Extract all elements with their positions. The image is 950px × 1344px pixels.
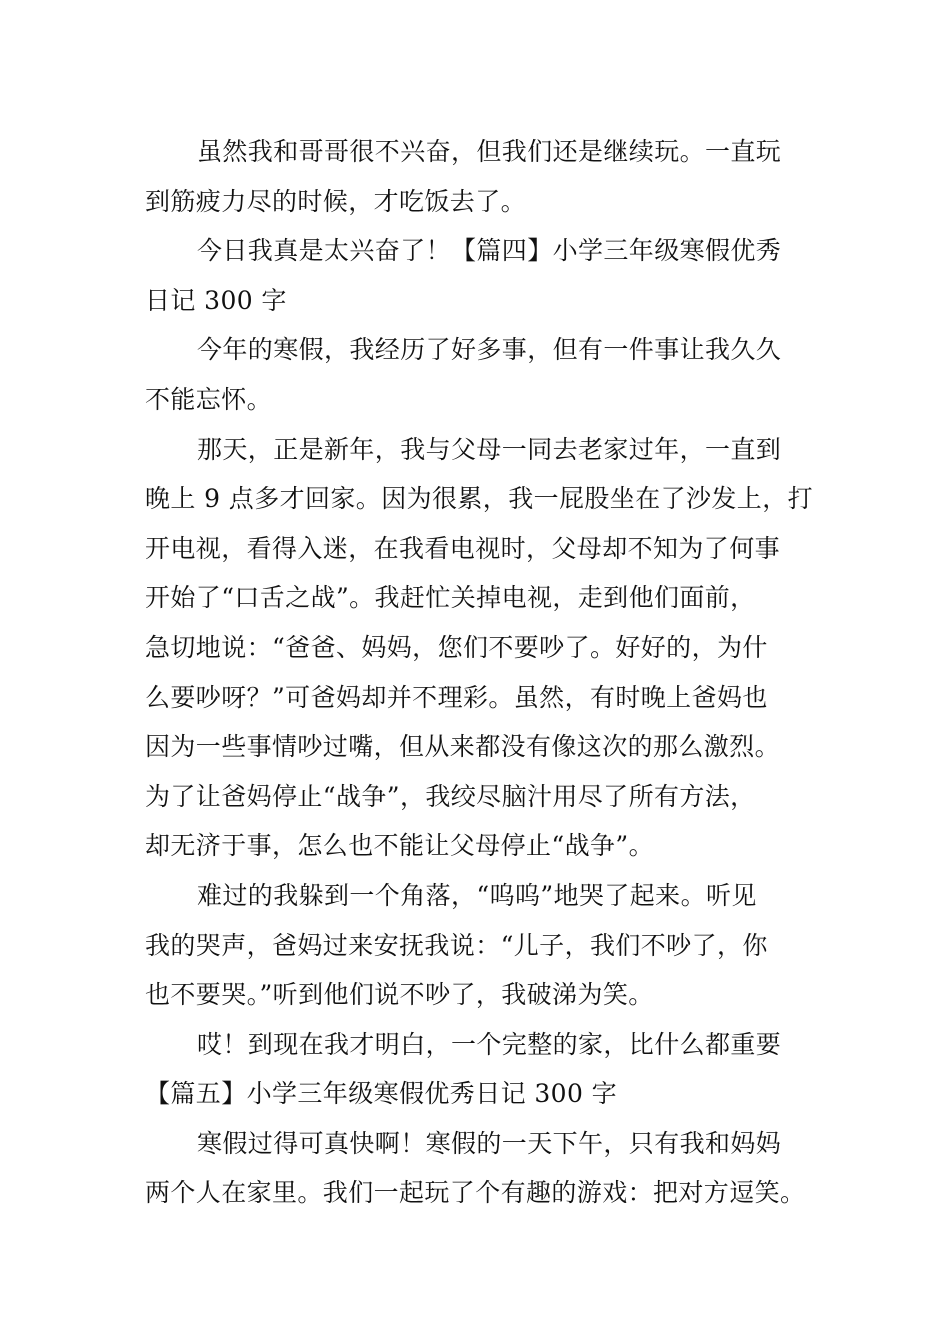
text-line: 也不要哭。”听到他们说不吵了，我破涕为笑。 bbox=[145, 980, 654, 1010]
text-line: 却无济于事，怎么也不能让父母停止“战争”。 bbox=[145, 831, 654, 861]
text-line: 为了让爸妈停止“战争”，我绞尽脑汁用尽了所有方法， bbox=[145, 781, 756, 811]
text-line: 晚上 9 点多才回家。因为很累，我一屁股坐在了沙发上，打 bbox=[145, 484, 814, 514]
text-line: 开电视，看得入迷，在我看电视时，父母却不知为了何事 bbox=[145, 533, 781, 563]
text-line: 那天，正是新年，我与父母一同去老家过年，一直到 bbox=[197, 434, 782, 464]
text-line: 么要吵呀？”可爸妈却并不理彩。虽然，有时晚上爸妈也 bbox=[145, 682, 768, 712]
text-line: 虽然我和哥哥很不兴奋，但我们还是继续玩。一直玩 bbox=[197, 137, 782, 166]
text-line: 【篇五】小学三年级寒假优秀日记 300 字 bbox=[145, 1079, 618, 1109]
document-body bbox=[145, 127, 814, 1218]
text-line: 我的哭声，爸妈过来安抚我说：“儿子，我们不吵了，你 bbox=[145, 930, 768, 960]
text-line: 开始了“口舌之战”。我赶忙关掉电视，走到他们面前， bbox=[145, 583, 756, 613]
text-line: 不能忘怀。 bbox=[145, 384, 273, 414]
text-line: 急切地说：“爸爸、妈妈，您们不要吵了。好好的，为什 bbox=[145, 632, 768, 662]
text-line: 两个人在家里。我们一起玩了个有趣的游戏：把对方逗笑。 bbox=[145, 1178, 806, 1208]
text-line: 因为一些事情吵过嘴，但从来都没有像这次的那么激烈。 bbox=[145, 732, 781, 762]
text-line: 日记 300 字 bbox=[145, 285, 287, 315]
text-line: 到筋疲力尽的时候，才吃饭去了。 bbox=[145, 186, 527, 216]
text-line: 哎！到现在我才明白，一个完整的家，比什么都重要 bbox=[197, 1029, 782, 1059]
text-line: 今日我真是太兴奋了！【篇四】小学三年级寒假优秀 bbox=[197, 236, 782, 266]
text-line: 寒假过得可真快啊！寒假的一天下午，只有我和妈妈 bbox=[197, 1128, 782, 1158]
text-line: 难过的我躲到一个角落，“呜呜”地哭了起来。听见 bbox=[197, 880, 757, 910]
text-line: 今年的寒假，我经历了好多事，但有一件事让我久久 bbox=[197, 335, 782, 365]
